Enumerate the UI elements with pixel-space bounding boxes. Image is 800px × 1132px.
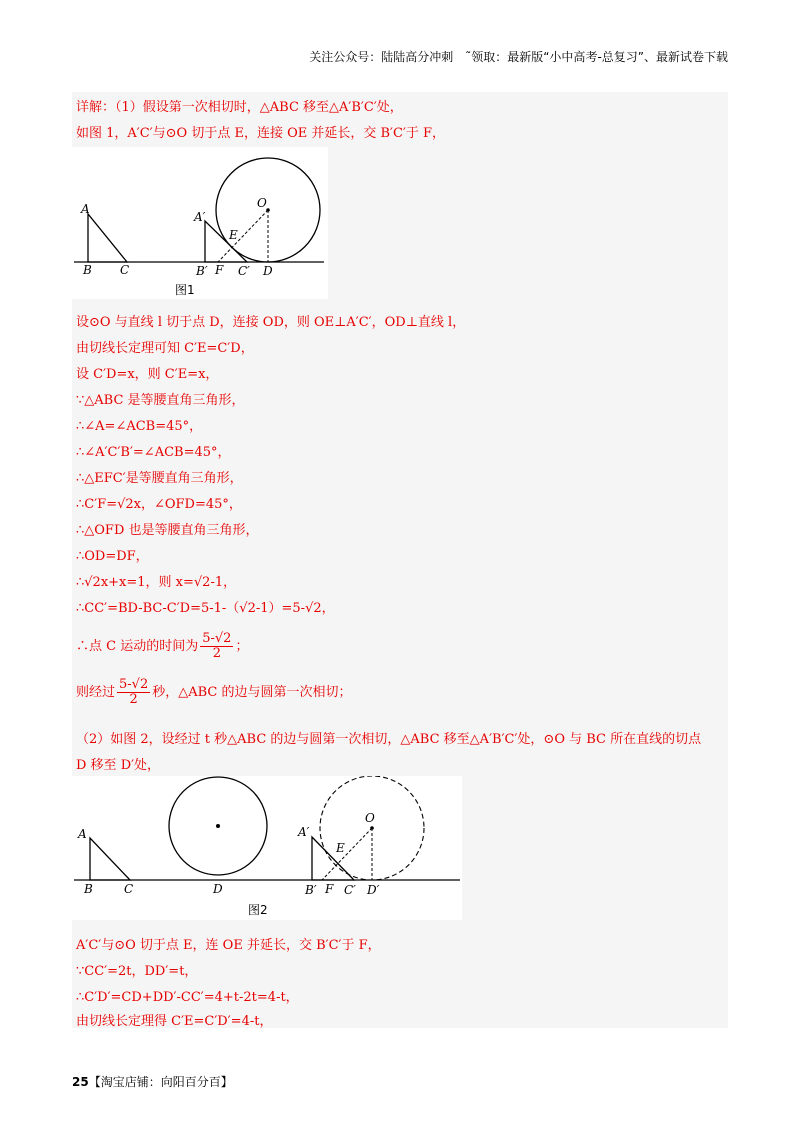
solution-line: 详解：（1）假设第一次相切时，△ABC 移至△A′B′C′处， xyxy=(76,100,403,115)
solution-line: ∴△EFC′是等腰直角三角形， xyxy=(76,471,243,486)
solution-line-after xyxy=(76,678,352,707)
solution-line: D 移至 D′处， xyxy=(76,758,161,773)
label-A-prime: A′ xyxy=(194,210,206,224)
fraction-numerator: 5-√2 xyxy=(119,677,149,692)
label-C-prime: C′ xyxy=(344,883,356,897)
page-footer xyxy=(72,1073,233,1090)
solution-line: 如图 1，A′C′与⊙O 切于点 E，连接 OE 并延长，交 B′C′于 F， xyxy=(76,126,446,141)
fraction xyxy=(200,632,233,661)
after-text: 则经过 xyxy=(76,685,116,700)
label-C: C xyxy=(124,882,134,896)
solution-line: （2）如图 2，设经过 t 秒△ABC 的边与圆第一次相切，△ABC 移至△A′B′C′处，⊙O 与 BC 所在直线的切点 xyxy=(76,732,702,747)
solution-line: ∴CC′=BD-BC-C′D=5-1-（√2-1）=5-√2， xyxy=(76,601,335,616)
figure-1-diagram xyxy=(72,147,328,299)
solution-line: ∴△OFD 也是等腰直角三角形， xyxy=(76,523,259,538)
page-number: 25 xyxy=(72,1075,89,1089)
shop-name: 【淘宝店铺：向阳百分百】 xyxy=(88,1075,233,1089)
figure-2-caption: 图2 xyxy=(248,903,268,917)
figure-1 xyxy=(72,147,328,299)
solution-line: A′C′与⊙O 切于点 E，连 OE 并延长，交 B′C′于 F， xyxy=(76,938,381,953)
label-A: A xyxy=(78,827,87,841)
fraction-denominator: 2 xyxy=(129,692,138,707)
label-F: F xyxy=(325,882,334,896)
label-F: F xyxy=(215,263,224,277)
figure-2-diagram xyxy=(72,776,462,920)
figure-2 xyxy=(72,776,462,920)
solution-line: 由切线长定理可知 C′E=C′D， xyxy=(76,341,254,356)
label-A: A xyxy=(81,202,90,216)
label-C-prime: C′ xyxy=(238,264,250,278)
after-end: 秒，△ABC 的边与圆第一次相切； xyxy=(152,685,352,700)
label-O: O xyxy=(257,196,267,210)
solution-line: 设 C′D=x，则 C′E=x， xyxy=(76,367,219,382)
label-B-prime: B′ xyxy=(305,883,317,897)
label-D-prime: D′ xyxy=(367,883,380,897)
label-O: O xyxy=(365,811,375,825)
fraction xyxy=(117,678,150,707)
label-B: B xyxy=(83,263,92,277)
fraction-denominator: 2 xyxy=(212,646,221,661)
label-A-prime: A′ xyxy=(298,825,310,839)
time-end: ； xyxy=(235,639,249,654)
time-text: ∴点 C 运动的时间为 xyxy=(76,639,199,654)
figure-1-caption: 图1 xyxy=(175,283,195,297)
solution-line: ∴√2x+x=1，则 x=√2-1， xyxy=(76,575,237,590)
label-E: E xyxy=(229,228,238,242)
label-D: D xyxy=(213,882,223,896)
label-C: C xyxy=(120,263,130,277)
label-E: E xyxy=(336,841,345,855)
page-header: 关注公众号：陆陆高分冲刺 ˜领取：最新版“小中高考-总复习”、最新试卷下载 xyxy=(309,50,728,64)
fraction-numerator: 5-√2 xyxy=(202,631,232,646)
solution-line: ∵△ABC 是等腰直角三角形， xyxy=(76,393,245,408)
solution-line: ∵CC′=2t，DD′=t， xyxy=(76,964,198,979)
solution-line-time xyxy=(76,632,248,661)
solution-line: ∴∠A=∠ACB=45°， xyxy=(76,419,203,434)
solution-line: ∴∠A′C′B′=∠ACB=45°， xyxy=(76,445,231,460)
solution-line: ∴C′F=√2x，∠OFD=45°， xyxy=(76,497,242,512)
label-D: D xyxy=(263,264,273,278)
label-B: B xyxy=(84,882,93,896)
solution-line: ∴OD=DF， xyxy=(76,549,149,564)
solution-line: ∴C′D′=CD+DD′-CC′=4+t-2t=4-t， xyxy=(76,990,299,1005)
label-B-prime: B′ xyxy=(196,264,208,278)
solution-line: 由切线长定理得 C′E=C′D′=4-t， xyxy=(76,1014,273,1029)
solution-content xyxy=(72,92,728,1028)
solution-line: 设⊙O 与直线 l 切于点 D，连接 OD，则 OE⊥A′C′，OD⊥直线 l， xyxy=(76,315,466,330)
